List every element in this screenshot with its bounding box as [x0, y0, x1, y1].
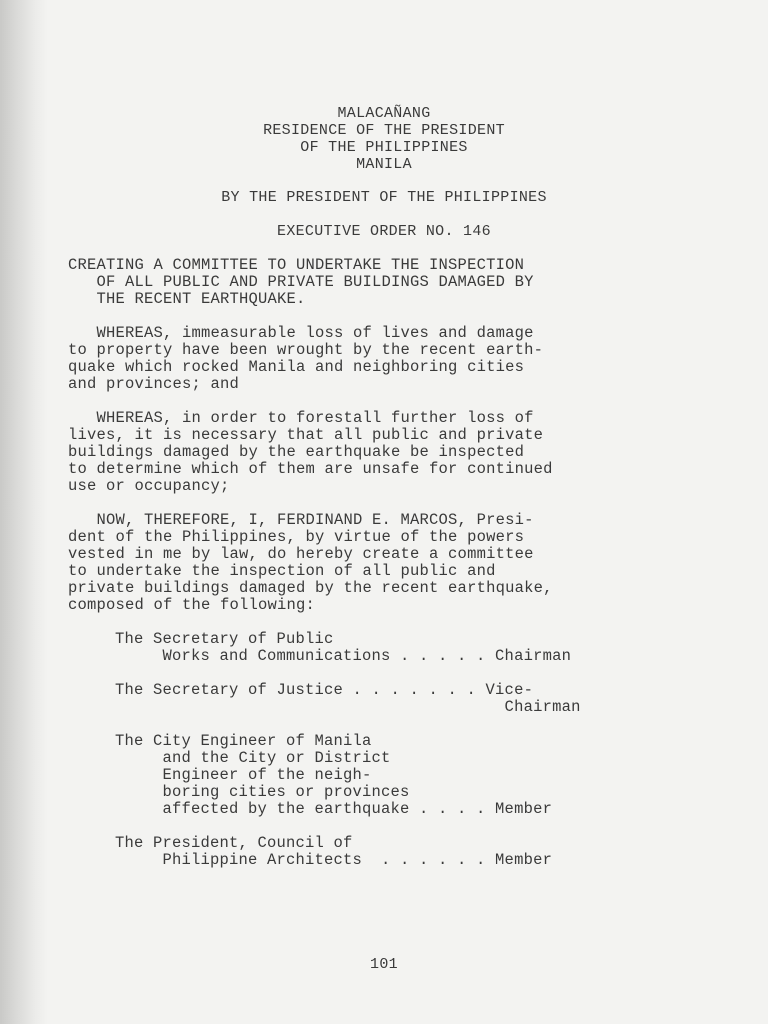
header-philippines: OF THE PHILIPPINES	[300, 139, 468, 156]
member-line: The City Engineer of Manila	[115, 732, 372, 750]
subject-line: THE RECENT EARTHQUAKE.	[68, 290, 306, 308]
member-line: Works and Communications . . . . . Chairman	[115, 647, 572, 665]
member-line: Chairman	[115, 698, 581, 716]
member-line: The President, Council of	[115, 834, 353, 852]
header-malacanang: MALACAÑANG	[337, 105, 431, 122]
header-residence: RESIDENCE OF THE PRESIDENT	[263, 122, 505, 139]
body-line: NOW, THEREFORE, I, FERDINAND E. MARCOS, Presi-	[68, 511, 534, 529]
header-manila: MANILA	[356, 156, 412, 173]
member-line: The Secretary of Public	[115, 630, 334, 648]
body-line: composed of the following:	[68, 596, 316, 614]
member-line: and the City or District	[115, 749, 391, 767]
subject-line: OF ALL PUBLIC AND PRIVATE BUILDINGS DAMAGED BY	[68, 273, 534, 291]
body-line: quake which rocked Manila and neighboring cities	[68, 358, 525, 376]
body-line: private buildings damaged by the recent earthquake,	[68, 579, 553, 597]
order-title: EXECUTIVE ORDER NO. 146	[277, 223, 491, 240]
body-line: to property have been wrought by the recent earth-	[68, 341, 544, 359]
body-line: dent of the Philippines, by virtue of the powers	[68, 528, 525, 546]
body-line: to determine which of them are unsafe for continued	[68, 460, 553, 478]
body-line: vested in me by law, do hereby create a committee	[68, 545, 534, 563]
body-line: use or occupancy;	[68, 477, 230, 495]
body-line: WHEREAS, in order to forestall further loss of	[68, 409, 534, 427]
page-number: 101	[370, 956, 398, 973]
member-line: Philippine Architects . . . . . . Member	[115, 851, 553, 869]
member-line: The Secretary of Justice . . . . . . . Vice-	[115, 681, 534, 699]
body-line: and provinces; and	[68, 375, 240, 393]
subject-line: CREATING A COMMITTEE TO UNDERTAKE THE INSPECTION	[68, 256, 525, 274]
body-line: buildings damaged by the earthquake be inspected	[68, 443, 525, 461]
body-line: to undertake the inspection of all public and	[68, 562, 496, 580]
member-line: affected by the earthquake . . . . Member	[115, 800, 553, 818]
issuer-line: BY THE PRESIDENT OF THE PHILIPPINES	[221, 189, 547, 206]
member-line: Engineer of the neigh-	[115, 766, 372, 784]
member-line: boring cities or provinces	[115, 783, 410, 801]
body-line: lives, it is necessary that all public and private	[68, 426, 544, 444]
body-line: WHEREAS, immeasurable loss of lives and damage	[68, 324, 534, 342]
